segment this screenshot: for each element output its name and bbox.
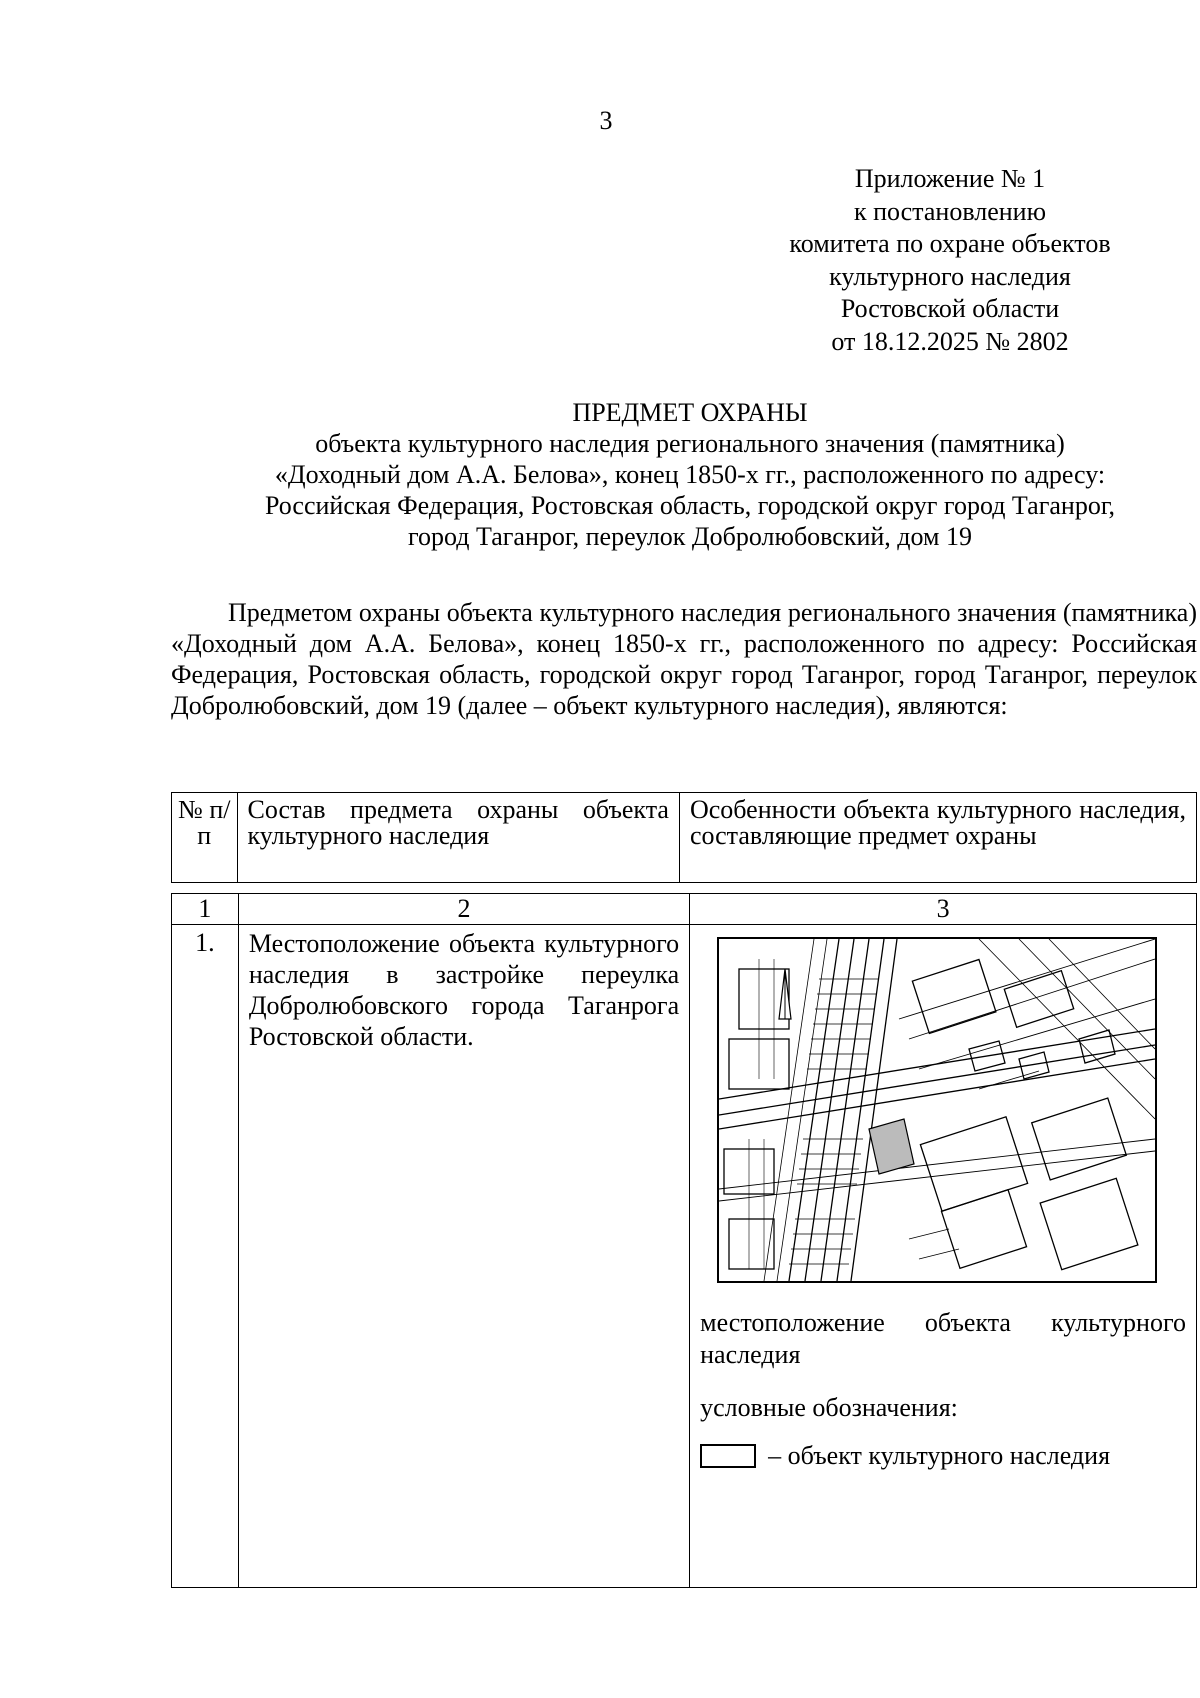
location-map — [717, 937, 1157, 1283]
row-composition: Местоположение объекта культурного наследия в застройке переулка Добролюбовского города Таганрога Ростовской области. — [238, 925, 689, 1588]
legend-item — [700, 1441, 1186, 1471]
page-number: 3 — [599, 106, 613, 135]
column-number: 1 — [172, 894, 239, 925]
appendix-line: культурного наследия — [829, 261, 1071, 291]
subtitle-line: город Таганрог, переулок Добролюбовский, дом 19 — [408, 522, 972, 551]
cadastral-map-drawing — [719, 939, 1155, 1281]
appendix-line: комитета по охране объектов — [789, 229, 1111, 258]
appendix-line: Приложение № 1 — [854, 164, 1046, 193]
appendix-block — [700, 163, 1200, 358]
column-number-row — [172, 894, 1197, 925]
legend-item-label: – объект культурного наследия — [768, 1441, 1111, 1470]
header-number: № п/п — [172, 793, 238, 883]
subtitle-line: Российская Федерация, Ростовская область, городской округ город Таганрог, — [264, 491, 1116, 520]
protection-table — [171, 893, 1197, 1588]
appendix-line: к постановлению — [853, 196, 1047, 226]
row-features — [690, 925, 1197, 1588]
appendix-line: Ростовской области — [840, 294, 1060, 323]
column-number: 2 — [238, 894, 689, 925]
appendix-line: от 18.12.2025 № 2802 — [831, 326, 1069, 356]
row-number: 1. — [172, 925, 239, 1588]
document-title: ПРЕДМЕТ ОХРАНЫ — [572, 398, 808, 427]
document-heading — [160, 397, 1200, 552]
column-number: 3 — [690, 894, 1197, 925]
header-features: Особенности объекта культурного наследия, составляющие предмет охраны — [679, 793, 1196, 883]
subtitle-line: «Доходный дом А.А. Белова», конец 1850-х гг., расположенного по адресу: — [274, 460, 1106, 489]
table-header — [171, 792, 1197, 883]
subtitle-line: объекта культурного наследия регионального значения (памятника) — [315, 429, 1065, 458]
intro-paragraph: Предметом охраны объекта культурного наследия регионального значения (памятника) «Доходный дом А.А. Белова», конец 1850-х гг., расположенного по адресу: Российская Федерация, Ростовская область, городской округ город Таганрог, город Таганрог, переулок Добролюбовский, дом 19 (далее – объект культурного наследия), являются: — [171, 598, 1197, 720]
table-row — [172, 925, 1197, 1588]
legend-swatch — [700, 1444, 756, 1468]
header-composition: Состав предмета охраны объекта культурного наследия — [237, 793, 679, 883]
legend-title: условные обозначения: — [700, 1393, 958, 1422]
map-caption: местоположение объекта культурного наследия — [700, 1308, 1186, 1369]
